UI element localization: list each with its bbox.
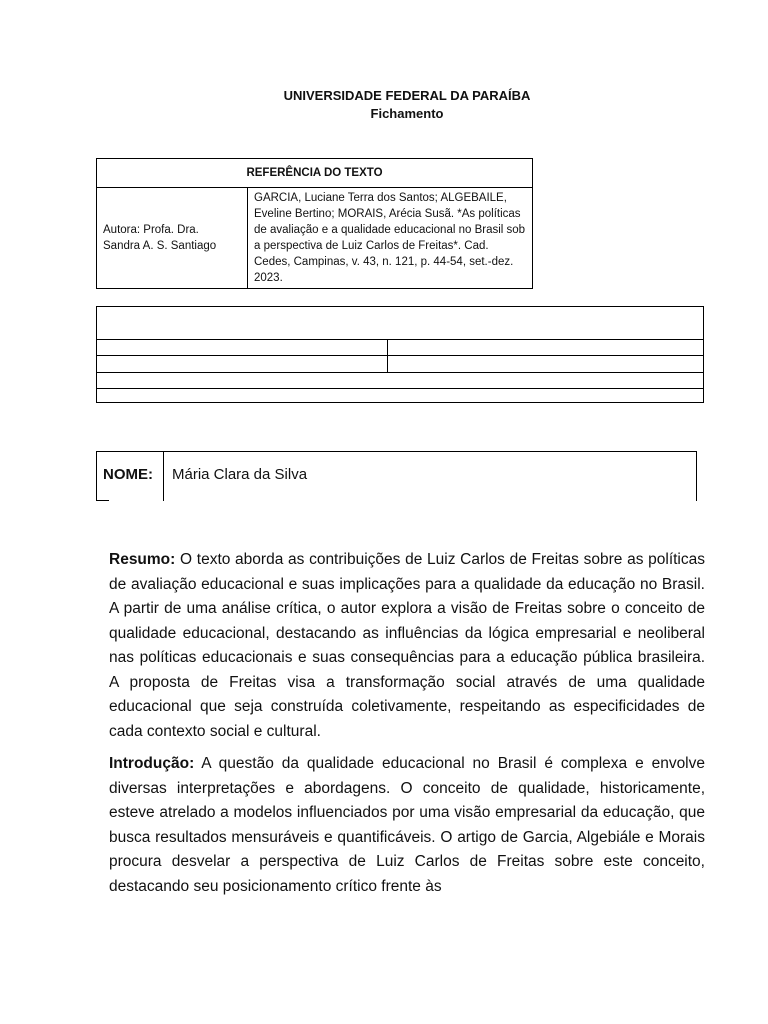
name-box-tick bbox=[96, 500, 109, 501]
grid-row-line bbox=[97, 372, 703, 373]
name-label: NOME: bbox=[103, 466, 153, 483]
citation-cell: GARCIA, Luciane Terra dos Santos; ALGEBAILE, Eveline Bertino; MORAIS, Arécia Susã. *As políticas de avaliação e a qualidade educacional no Brasil sob a perspectiva de Luiz Carlos de Freitas*. Cad. Cedes, Campinas, v. 43, n. 121, p. 44-54, set.-dez. 2023. bbox=[248, 188, 533, 289]
grid-row-line bbox=[97, 339, 703, 340]
author-line-2: Sandra A. S. Santiago bbox=[103, 240, 217, 252]
resumo-text: O texto aborda as contribuições de Luiz Carlos de Freitas sobre as políticas de avaliação educacional e suas implicações para a qualidade da educação no Brasil. A partir de uma análise crítica, o autor explora a visão de Freitas sobre o conceito de qualidade educacional, destacando as influências da lógica empresarial e neoliberal nas políticas educacionais e suas consequências para a educação pública brasileira. A proposta de Freitas visa a transformação social através de uma qualidade educacional que seja construída coletivamente, respeitando as especificidades de cada contexto social e cultural. bbox=[109, 551, 705, 740]
name-box bbox=[96, 451, 697, 501]
empty-form-grid bbox=[96, 306, 704, 403]
resumo-label: Resumo: bbox=[109, 551, 176, 568]
document-header bbox=[0, 88, 768, 122]
reference-table bbox=[96, 158, 533, 289]
reference-heading: REFERÊNCIA DO TEXTO bbox=[97, 159, 533, 188]
university-title: UNIVERSIDADE FEDERAL DA PARAÍBA bbox=[283, 88, 531, 103]
author-line-1: Autora: Profa. Dra. bbox=[103, 224, 199, 236]
name-value: Mária Clara da Silva bbox=[172, 466, 308, 483]
document-subtitle: Fichamento bbox=[370, 106, 444, 121]
resumo-paragraph bbox=[109, 548, 705, 744]
intro-text: A questão da qualidade educacional no Brasil é complexa e envolve diversas interpretações e abordagens. O conceito de qualidade, historicamente, esteve atrelado a modelos influenciados por uma visão empresarial da educação, que busca resultados mensuráveis e quantificáveis. O artigo de Garcia, Algebiále e Morais procura desvelar a perspectiva de Luiz Carlos de Freitas sobre este conceito, destacando seu posicionamento crítico frente às bbox=[109, 755, 705, 895]
grid-row-line bbox=[97, 355, 703, 356]
body-text bbox=[109, 548, 705, 907]
intro-label: Introdução: bbox=[109, 755, 195, 772]
author-cell bbox=[97, 188, 248, 289]
name-divider bbox=[163, 452, 164, 501]
grid-column-line bbox=[387, 339, 388, 372]
intro-paragraph bbox=[109, 752, 705, 899]
grid-row-line bbox=[97, 388, 703, 389]
